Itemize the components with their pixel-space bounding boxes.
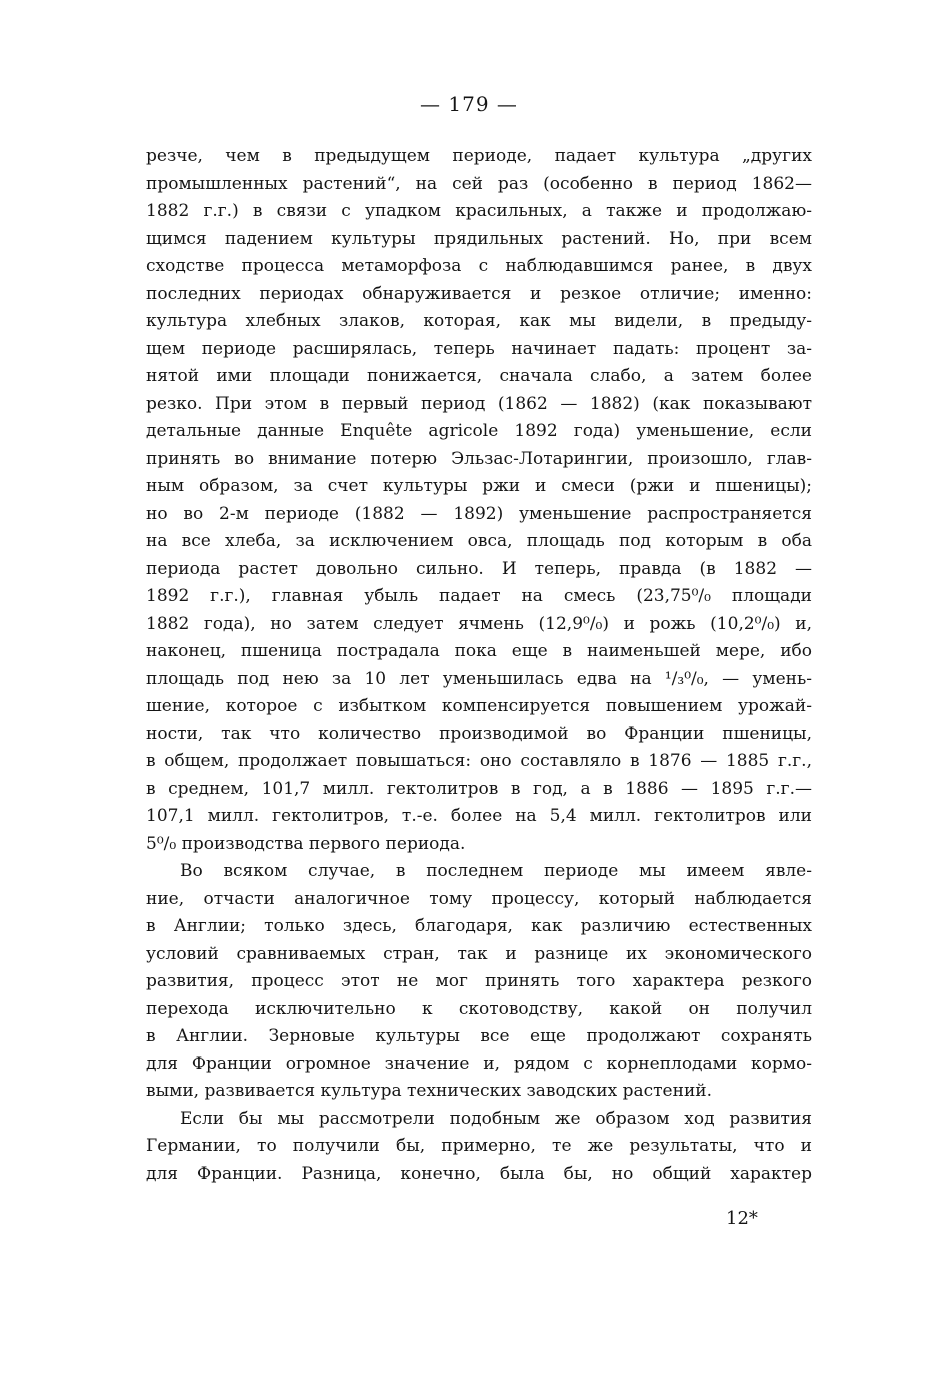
printer-signature-mark: 12* xyxy=(726,1208,758,1229)
text-line: в среднем, 101,7 милл. гектолитров в год, а в 1886 — 1895 г.г.— xyxy=(146,778,812,799)
text-line: 1882 года), но затем следует ячмень (12,9⁰/₀) и рожь (10,2⁰/₀) и, xyxy=(146,613,812,634)
text-line: площадь под нею за 10 лет уменьшилась едва на ¹/₃⁰/₀, — умень- xyxy=(146,668,812,689)
page-number: — 179 — xyxy=(420,92,518,116)
text-line: культура хлебных злаков, которая, как мы видели, в предыду- xyxy=(146,311,812,331)
text-line: щем периоде расширялась, теперь начинает падать: процент за- xyxy=(146,338,812,359)
text-line: последних периодах обнаруживается и резкое отличие; именно: xyxy=(146,283,812,304)
text-line: в Англии. Зерновые культуры все еще продолжают сохранять xyxy=(146,1026,812,1046)
paragraph-start-line: Если бы мы рассмотрели подобным же образом ход развития xyxy=(180,1108,812,1129)
text-line: условий сравниваемых стран, так и разнице их экономического xyxy=(146,943,812,964)
text-line: в Англии; только здесь, благодаря, как различию естественных xyxy=(146,916,812,936)
text-line: нятой ими площади понижается, сначала слабо, а затем более xyxy=(146,366,812,386)
body-text xyxy=(146,143,812,1188)
text-line: 107,1 милл. гектолитров, т.-е. более на 5,4 милл. гектолитров или xyxy=(146,806,812,826)
text-line: детальные данные Enquête agricole 1892 года) уменьшение, если xyxy=(146,421,812,441)
text-line: в общем, продолжает повышаться: оно составляло в 1876 — 1885 г.г., xyxy=(146,751,812,771)
text-line: ным образом, за счет культуры ржи и смеси (ржи и пшеницы); xyxy=(146,476,812,496)
text-line: сходстве процесса метаморфоза с наблюдавшимся ранее, в двух xyxy=(146,256,812,276)
text-line: перехода исключительно к скотоводству, какой он получил xyxy=(146,998,812,1019)
text-line: шение, которое с избытком компенсируется повышением урожай- xyxy=(146,696,812,716)
text-line: периода растет довольно сильно. И теперь, правда (в 1882 — xyxy=(146,558,812,579)
text-line: ности, так что количество производимой во Франции пшеницы, xyxy=(146,723,812,744)
text-line: 1892 г.г.), главная убыль падает на смесь (23,75⁰/₀ площади xyxy=(146,586,812,606)
text-line: но во 2-м периоде (1882 — 1892) уменьшение распространяется xyxy=(146,503,812,524)
text-line: принять во внимание потерю Эльзас-Лотарингии, произошло, глав- xyxy=(146,448,812,469)
text-line: ние, отчасти аналогичное тому процессу, который наблюдается xyxy=(146,888,812,909)
text-line: щимся падением культуры прядильных растений. Но, при всем xyxy=(146,228,812,249)
text-line: для Франции огромное значение и, рядом с корнеплодами кормо- xyxy=(146,1053,812,1074)
text-line: для Франции. Разница, конечно, была бы, но общий характер xyxy=(146,1163,812,1184)
text-line: резче, чем в предыдущем периоде, падает культура „других xyxy=(146,146,812,166)
text-line: резко. При этом в первый период (1862 — 1882) (как показывают xyxy=(146,393,812,414)
text-line: промышленных растений“, на сей раз (особенно в период 1862— xyxy=(146,173,812,194)
text-line: 1882 г.г.) в связи с упадком красильных, а также и продолжаю- xyxy=(146,201,812,221)
text-line: Германии, то получили бы, примерно, те же результаты, что и xyxy=(146,1136,812,1156)
text-line: выми, развивается культура технических заводских растений. xyxy=(146,1081,713,1101)
text-line: развития, процесс этот не мог принять того характера резкого xyxy=(146,971,812,991)
text-line: на все хлеба, за исключением овса, площадь под которым в оба xyxy=(146,531,812,551)
paragraph-start-line: Во всяком случае, в последнем периоде мы имеем явле- xyxy=(180,861,812,881)
text-line: 5⁰/₀ производства первого периода. xyxy=(146,833,466,854)
text-line: наконец, пшеница пострадала пока еще в наименьшей мере, ибо xyxy=(146,641,812,661)
